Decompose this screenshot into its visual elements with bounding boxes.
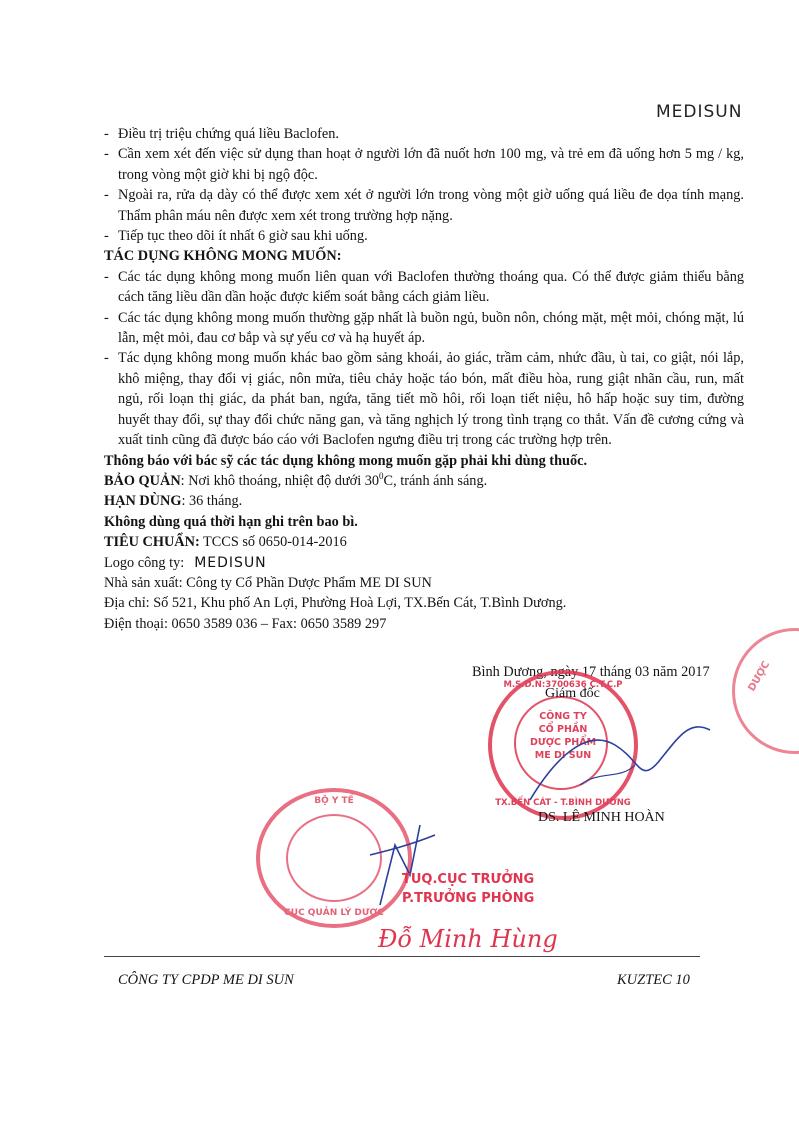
official-name: Đỗ Minh Hùng	[378, 925, 558, 953]
phone: Điện thoại: 0650 3589 036 – Fax: 0650 3589 297	[104, 615, 387, 632]
standard-line	[104, 532, 744, 552]
standard-text: TCCS số 0650-014-2016	[199, 534, 347, 551]
side-effect-item-2: - Các tác dụng không mong muốn thường gặp nhất là buồn ngủ, buồn nôn, chóng mặt, mệt mỏi, chóng mặt, lú lẫn, mệt mỏi, đau cơ bắp và sự yếu cơ và hạ huyết áp.	[104, 309, 744, 347]
signer-name: DS. LÊ MINH HOÀN	[538, 810, 665, 825]
partial-stamp	[732, 628, 799, 754]
company-stamp-line: ME DI SUN	[534, 750, 592, 761]
footer-company: CÔNG TY CPDP ME DI SUN	[118, 972, 294, 988]
side-effects-notice: Thông báo với bác sỹ các tác dụng không mong muốn gặp phải khi dùng thuốc.	[104, 452, 588, 469]
official-line-1: TUQ.CỤC TRƯỞNG	[402, 872, 535, 887]
company-logo: MEDISUN	[194, 554, 267, 571]
company-stamp-line: DƯỢC PHẨM	[529, 737, 597, 748]
company-stamp-bottom: TX.BẾN CÁT - T.BÌNH DƯƠNG	[495, 798, 631, 808]
footer-code: KUZTEC 10	[617, 972, 690, 988]
side-effects-heading: TÁC DỤNG KHÔNG MONG MUỐN:	[104, 248, 342, 265]
place-date: Bình Dương, ngày 17 tháng 03 năm 2017	[472, 664, 710, 680]
storage-text: : Nơi khô thoáng, nhiệt độ dưới 30	[180, 472, 380, 489]
company-logo-label: Logo công ty:	[104, 554, 185, 571]
partial-stamp-text: DƯỢC	[746, 659, 773, 694]
company-stamp-line: CÔNG TY	[539, 711, 587, 722]
document-body	[104, 124, 744, 634]
expiry-label: HẠN DÙNG	[104, 493, 182, 510]
overdose-item-4: - Tiếp tục theo dõi ít nhất 6 giờ sau khi uống.	[104, 228, 368, 245]
footer-divider	[104, 956, 700, 957]
storage-line	[104, 471, 744, 491]
address: Địa chỉ: Số 521, Khu phố An Lợi, Phường Hoà Lợi, TX.Bến Cát, T.Bình Dương.	[104, 595, 567, 612]
storage-tail: C, tránh ánh sáng.	[383, 472, 488, 489]
storage-label: BẢO QUẢN	[104, 472, 181, 489]
overdose-item-2: - Cần xem xét đến việc sử dụng than hoạt ở người lớn đã nuốt hơn 100 mg, và trẻ em đã uống hơn 5 mg / kg, trong vòng một giờ khi bị ngộ độc.	[104, 146, 744, 183]
overdose-item-1: - Điều trị triệu chứng quá liều Baclofen.	[104, 126, 339, 142]
company-logo-line	[104, 553, 744, 573]
overdose-item-3: - Ngoài ra, rửa dạ dày có thể được xem xét ở người lớn trong vòng một giờ uống quá liều đe dọa tính mạng. Thẩm phân máu nên được xem xét trong trường hợp nặng.	[104, 187, 744, 224]
expiry-warning: Không dùng quá thời hạn ghi trên bao bì.	[104, 513, 358, 530]
company-stamp-ring: M.S.D.N:3700636 C.T.C.P	[503, 680, 623, 690]
manufacturer: Nhà sản xuất: Công ty Cổ Phần Dược Phẩm ME DI SUN	[104, 574, 432, 591]
expiry-text: : 36 tháng.	[181, 493, 243, 510]
expiry-line	[104, 491, 744, 511]
standard-label: TIÊU CHUẨN:	[104, 534, 200, 551]
ministry-stamp-top: BỘ Y TẾ	[314, 796, 354, 806]
side-effect-item-3: - Tác dụng không mong muốn khác bao gồm sảng khoái, ảo giác, trầm cảm, nhức đầu, ù tai, co giật, nói lắp, khô miệng, thay đổi vị giác, nôn mửa, tiêu chảy hoặc táo bón, mất điều hòa, rung giật nhãn cầu, run, mất ngủ, rối loạn thị giác, da phát ban, ngứa, tăng tiết mồ hôi, rối loạn tiết niệu, hô hấp hoặc suy tim, đường huyết thay đổi, sự thay đổi chức năng gan, và tăng nghịch lý trong tình trạng co thắt. Vấn đề cương cứng và xuất tinh cũng đã được báo cáo với Baclofen ngưng điều trị trong các trường hợp trên.	[104, 350, 744, 449]
company-stamp-line: CỔ PHẦN	[538, 724, 588, 735]
director-signature	[520, 690, 720, 820]
official-title	[402, 870, 534, 908]
side-effect-item-1: - Các tác dụng không mong muốn liên quan với Baclofen thường thoáng qua. Có thể được giảm thiểu bằng cách tăng liều dần dần hoặc được kiểm soát bằng cách giảm liều.	[104, 268, 744, 306]
header-logo: MEDISUN	[656, 102, 743, 122]
ministry-stamp-bottom: CỤC QUẢN LÝ DƯỢC	[284, 908, 384, 918]
storage-sup: 0	[379, 471, 384, 482]
director-title: Giám đốc	[545, 686, 600, 701]
official-line-2: P.TRƯỞNG PHÒNG	[402, 891, 535, 906]
